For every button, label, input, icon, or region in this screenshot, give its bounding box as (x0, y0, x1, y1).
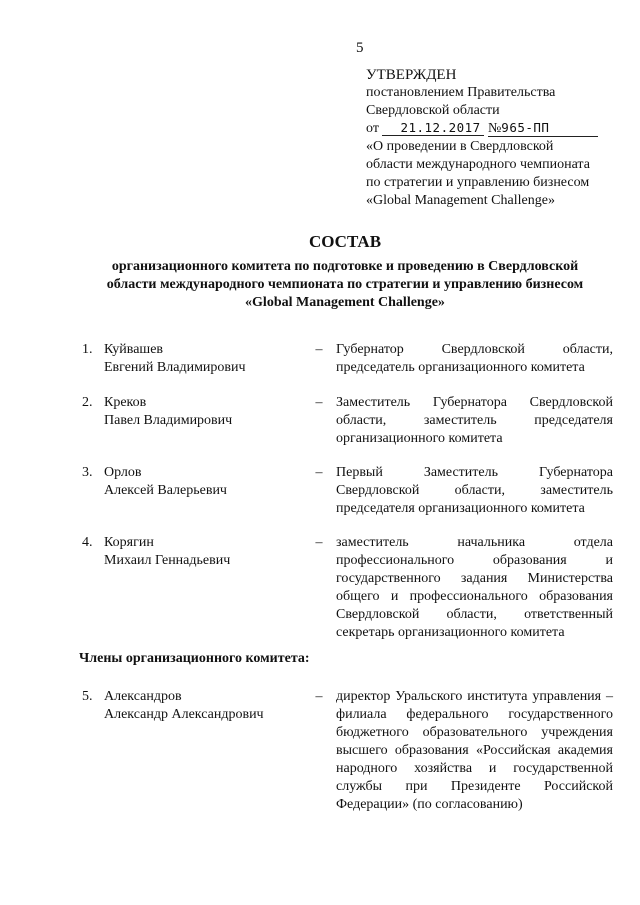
approval-ref-1: «О проведении в Свердловской (366, 139, 554, 154)
member-given-name: Евгений Владимирович (104, 360, 246, 375)
member-name (104, 534, 304, 570)
title-heading: СОСТАВ (308, 232, 382, 251)
title-line-2: области международного чемпионата по стратегии и управлению бизнесом (106, 277, 584, 292)
section-heading-members: Члены организационного комитета: (79, 651, 310, 666)
member-role: директор Уральского института управления – филиала федерального государственного бюджетного образовательного учреждения высшего образования «Российская академия народного хозяйства и государственной службы при Президенте Российской Федерации» (по согласованию) (336, 689, 613, 812)
member-surname: Александров (104, 689, 182, 704)
member-dash: – (315, 689, 323, 704)
number-prefix: № (487, 121, 502, 136)
member-surname: Креков (104, 395, 147, 410)
approval-date: 21.12.2017 (382, 121, 484, 136)
member-role: Заместитель Губернатора Свердловской области, заместитель председателя организационного комитета (336, 395, 613, 446)
member-number: 5. (82, 689, 93, 704)
member-role: заместитель начальника отдела профессионального образования и государственного задания Министерства общего и профессионального образования Свердловской области, ответственный секретарь организационного комитета (336, 535, 613, 640)
approval-stamp: УТВЕРЖДЕН (366, 67, 457, 83)
approval-block (366, 66, 626, 210)
approval-ref-2: области международного чемпионата (366, 157, 590, 172)
approval-ref-4: «Global Management Challenge» (366, 193, 555, 208)
member-role: Губернатор Свердловской области, председатель организационного комитета (336, 342, 613, 375)
member-surname: Орлов (104, 465, 142, 480)
member-name (104, 464, 304, 500)
member-surname: Куйвашев (104, 342, 164, 357)
member-number: 3. (82, 465, 93, 480)
member-surname: Корягин (104, 535, 154, 550)
member-given-name: Алексей Валерьевич (104, 483, 227, 498)
member-dash: – (315, 395, 323, 410)
approval-number: 965-ПП (501, 120, 550, 135)
member-number: 2. (82, 395, 93, 410)
member-dash: – (315, 342, 323, 357)
member-name (104, 341, 304, 377)
member-number: 4. (82, 535, 93, 550)
date-prefix: от (366, 121, 379, 136)
member-dash: – (315, 465, 323, 480)
member-name (104, 688, 304, 724)
member-number: 1. (82, 342, 93, 357)
approval-number-field (488, 121, 598, 137)
approval-line-2: Свердловской области (366, 103, 500, 118)
document-title (60, 232, 630, 312)
page-number: 5 (356, 40, 364, 56)
member-given-name: Михаил Геннадьевич (104, 553, 231, 568)
member-name (104, 394, 304, 430)
member-given-name: Павел Владимирович (104, 413, 233, 428)
approval-line-1: постановлением Правительства (366, 85, 556, 100)
member-given-name: Александр Александрович (104, 707, 264, 722)
approval-ref-3: по стратегии и управлению бизнесом (366, 175, 590, 190)
member-dash: – (315, 535, 323, 550)
title-line-1: организационного комитета по подготовке и проведению в Свердловской (111, 259, 579, 274)
title-line-3: «Global Management Challenge» (245, 295, 445, 310)
member-role: Первый Заместитель Губернатора Свердловской области, заместитель председателя организационного комитета (336, 465, 613, 516)
approval-date-line (366, 120, 626, 138)
